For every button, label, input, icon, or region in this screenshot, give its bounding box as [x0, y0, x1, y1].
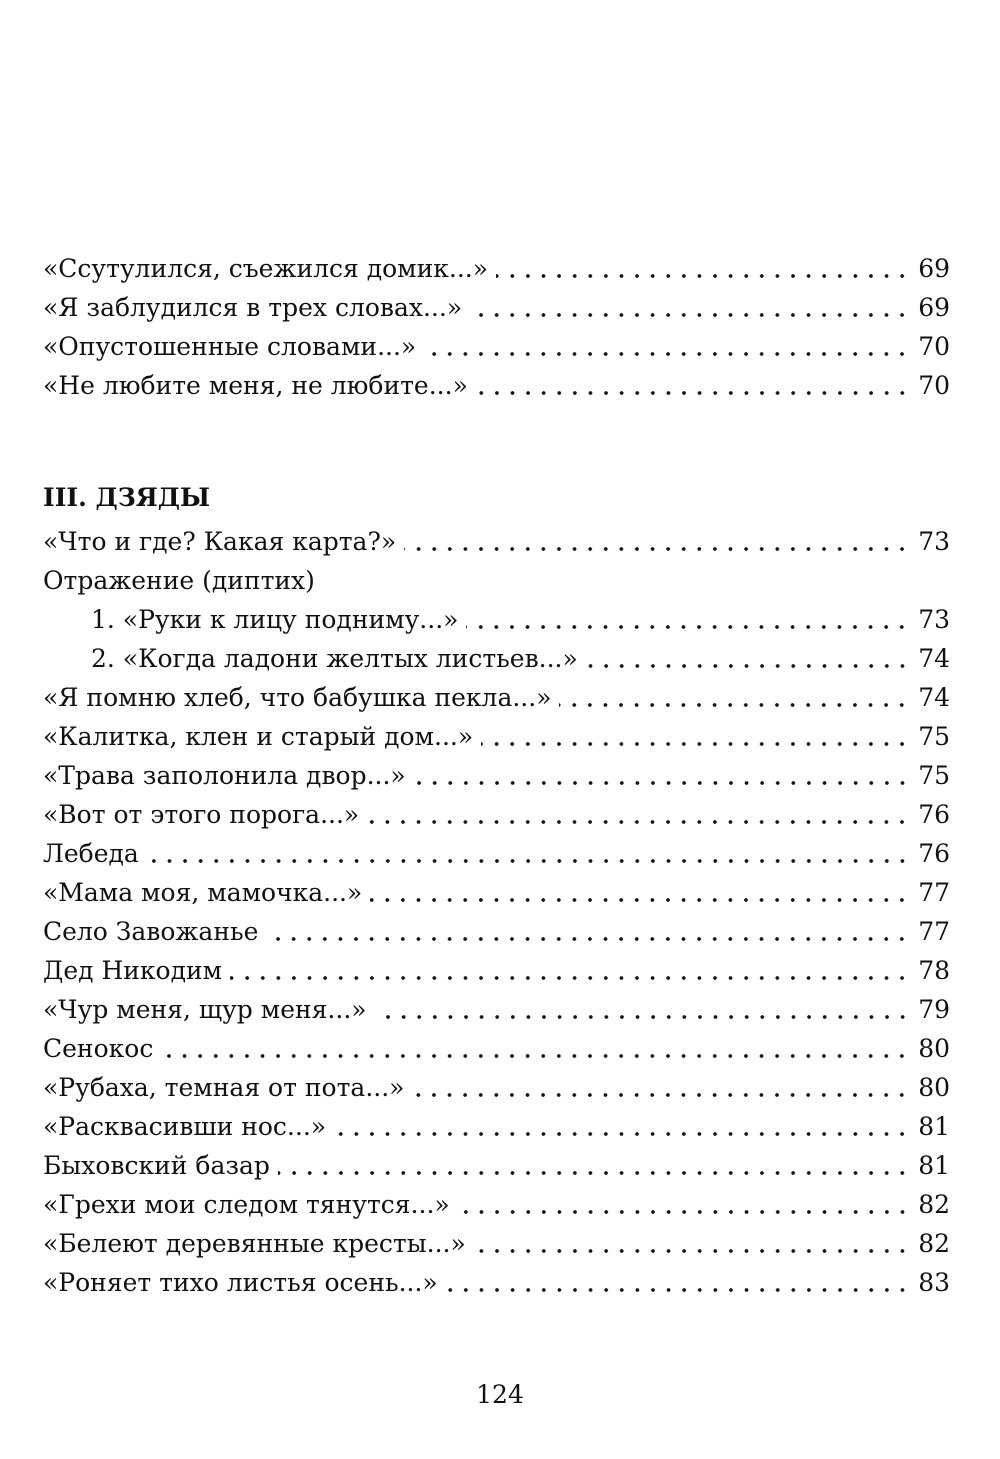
toc-entry	[43, 1029, 950, 1068]
toc-entry-title: Дед Никодим	[43, 956, 223, 985]
toc-entry-title: «Что и где? Какая карта?»	[43, 527, 397, 556]
toc-entry	[43, 288, 950, 327]
toc-entry-page: 70	[918, 371, 950, 400]
toc-entry	[43, 639, 950, 678]
toc-entry	[43, 1107, 950, 1146]
toc-entry-title: Сенокос	[43, 1034, 154, 1063]
toc-entry-title: Быховский базар	[43, 1151, 270, 1180]
toc-entry	[43, 522, 950, 561]
dot-leader	[375, 1013, 910, 1021]
toc-entry-page: 83	[918, 1268, 950, 1297]
toc-entry-page: 74	[918, 683, 950, 712]
section-heading: III. ДЗЯДЫ	[43, 483, 211, 512]
toc-entry-page: 74	[918, 644, 950, 673]
dot-leader	[230, 974, 910, 982]
toc-entry	[43, 990, 950, 1029]
dot-leader	[278, 1169, 910, 1177]
dot-leader	[147, 857, 910, 865]
toc-entry	[43, 717, 950, 756]
toc-entry-page: 78	[918, 956, 950, 985]
toc-entry-title: «Не любите меня, не любите...»	[43, 371, 468, 400]
toc-entry-title: «Расквасивши нос...»	[43, 1112, 327, 1141]
toc-entry	[43, 561, 950, 600]
page-number: 124	[476, 1380, 524, 1409]
toc-entry-page: 77	[918, 917, 950, 946]
toc-entry-title: «Роняет тихо листья осень...»	[43, 1268, 438, 1297]
toc-entry	[43, 795, 950, 834]
toc-entry-page: 73	[918, 605, 950, 634]
toc-section-continued	[43, 249, 950, 405]
toc-entry-page: 76	[918, 800, 950, 829]
toc-entry	[43, 1263, 950, 1302]
toc-entry	[43, 951, 950, 990]
dot-leader	[161, 1052, 910, 1060]
toc-entry-title: «Белеют деревянные кресты...»	[43, 1229, 466, 1258]
toc-entry-title: 2. «Когда ладони желтых листьев...»	[91, 644, 578, 673]
toc-entry	[43, 600, 950, 639]
toc-entry-page: 81	[918, 1151, 950, 1180]
dot-leader	[476, 389, 910, 397]
toc-entry-title: «Опустошенные словами...»	[43, 332, 417, 361]
toc-entry-page: 75	[918, 761, 950, 790]
toc-entry-page: 80	[918, 1034, 950, 1063]
dot-leader	[266, 935, 910, 943]
toc-entry	[43, 678, 950, 717]
toc-entry-title: «Грехи мои следом тянутся...»	[43, 1190, 450, 1219]
dot-leader	[470, 311, 910, 319]
toc-entry	[43, 1068, 950, 1107]
toc-entry	[43, 327, 950, 366]
dot-leader	[446, 1286, 910, 1294]
toc-section-3	[43, 522, 950, 1302]
dot-leader	[412, 1091, 910, 1099]
toc-entry-title: Лебеда	[43, 839, 139, 868]
toc-entry-page: 69	[918, 254, 950, 283]
toc-entry-page: 82	[918, 1190, 950, 1219]
toc-entry-title: «Мама моя, мамочка...»	[43, 878, 363, 907]
toc-entry-title: «Вот от этого порога...»	[43, 800, 360, 829]
toc-entry-page: 76	[918, 839, 950, 868]
toc-entry-title: «Калитка, клен и старый дом...»	[43, 722, 474, 751]
toc-entry	[43, 834, 950, 873]
toc-entry	[43, 756, 950, 795]
toc-entry-title: «Я заблудился в трех словах...»	[43, 293, 463, 322]
toc-entry-page: 70	[918, 332, 950, 361]
toc-entry	[43, 1224, 950, 1263]
toc-entry	[43, 1185, 950, 1224]
toc-entry-page: 81	[918, 1112, 950, 1141]
toc-entry-title: 1. «Руки к лицу подниму...»	[91, 605, 459, 634]
dot-leader	[414, 779, 910, 787]
dot-leader	[424, 350, 910, 358]
toc-entry	[43, 912, 950, 951]
dot-leader	[466, 623, 910, 631]
toc-entry-page: 82	[918, 1229, 950, 1258]
toc-entry	[43, 873, 950, 912]
dot-leader	[404, 545, 910, 553]
dot-leader	[586, 662, 910, 670]
toc-entry-page: 73	[918, 527, 950, 556]
dot-leader	[481, 740, 910, 748]
toc-entry-title: «Чур меня, щур меня...»	[43, 995, 367, 1024]
dot-leader	[367, 818, 910, 826]
toc-entry-page: 77	[918, 878, 950, 907]
dot-leader	[370, 896, 910, 904]
toc-entry	[43, 1146, 950, 1185]
toc-entry-page: 75	[918, 722, 950, 751]
dot-leader	[474, 1247, 910, 1255]
toc-entry-page: 80	[918, 1073, 950, 1102]
toc-entry-title: Село Завожанье	[43, 917, 259, 946]
toc-entry-title: Отражение (диптих)	[43, 566, 315, 595]
toc-entry-title: «Рубаха, темная от пота...»	[43, 1073, 405, 1102]
toc-entry	[43, 249, 950, 288]
toc-entry	[43, 366, 950, 405]
toc-entry-title: «Я помню хлеб, что бабушка пекла...»	[43, 683, 552, 712]
toc-entry-page: 69	[918, 293, 950, 322]
toc-entry-title: «Трава заполонила двор...»	[43, 761, 406, 790]
dot-leader	[496, 272, 910, 280]
dot-leader	[334, 1130, 910, 1138]
dot-leader	[559, 701, 910, 709]
dot-leader	[458, 1208, 910, 1216]
toc-entry-page: 79	[918, 995, 950, 1024]
toc-entry-title: «Ссутулился, съежился домик...»	[43, 254, 489, 283]
